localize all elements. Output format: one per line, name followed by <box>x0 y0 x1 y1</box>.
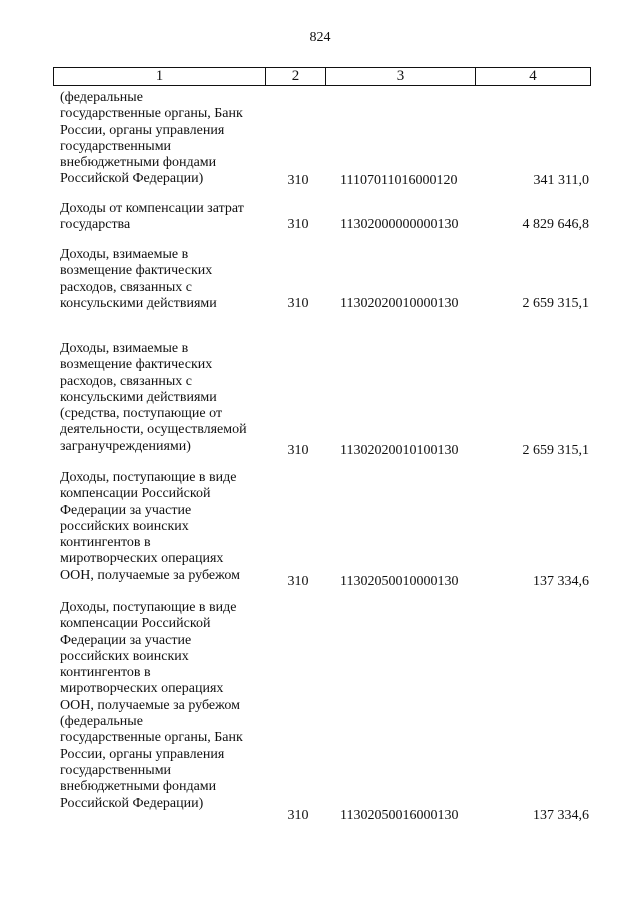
row-code: 11302050016000130 <box>340 808 459 823</box>
row-amount: 2 659 315,1 <box>522 443 589 458</box>
row-column-2: 310 <box>287 808 309 823</box>
header-cell-1: 1 <box>54 68 266 85</box>
row-description: Доходы, поступающие в виде компенсации Российской Федерации за участие российских воинских контингентов в миротворческих операциях ООН, получаемые за рубежом (федеральные государственные органы, Банк России, органы управления государственными внебюджетными фондами Российской Федерации) <box>60 600 243 811</box>
header-cell-2: 2 <box>266 68 326 85</box>
row-column-2: 310 <box>287 296 309 311</box>
page-number: 824 <box>309 30 331 45</box>
row-description: Доходы, взимаемые в возмещение фактических расходов, связанных с консульскими действиями <box>60 247 217 311</box>
row-code: 11302020010100130 <box>340 443 459 458</box>
row-amount: 137 334,6 <box>533 808 589 823</box>
row-amount: 341 311,0 <box>533 173 589 188</box>
row-amount: 137 334,6 <box>533 574 589 589</box>
header-cell-3: 3 <box>326 68 476 85</box>
row-description: Доходы, взимаемые в возмещение фактических расходов, связанных с консульскими действиями (средства, поступающие от деятельности, осуществляемой загранучреждениями) <box>60 341 247 454</box>
row-column-2: 310 <box>287 217 309 232</box>
row-column-2: 310 <box>287 574 309 589</box>
table-header <box>53 67 591 86</box>
row-amount: 4 829 646,8 <box>522 217 589 232</box>
row-description: Доходы, поступающие в виде компенсации Российской Федерации за участие российских воинских контингентов в миротворческих операциях ООН, получаемые за рубежом <box>60 470 241 583</box>
header-cell-4: 4 <box>529 68 537 84</box>
row-code: 11302050010000130 <box>340 574 459 589</box>
row-description: (федеральные государственные органы, Банк России, органы управления государственными внебюджетными фондами Российской Федерации) <box>60 90 243 187</box>
row-code: 11302020010000130 <box>340 296 459 311</box>
row-code: 11302000000000130 <box>340 217 459 232</box>
row-description: Доходы от компенсации затрат государства <box>60 201 244 233</box>
row-code: 11107011016000120 <box>340 173 458 188</box>
row-column-2: 310 <box>287 173 309 188</box>
row-amount: 2 659 315,1 <box>522 296 589 311</box>
row-column-2: 310 <box>287 443 309 458</box>
